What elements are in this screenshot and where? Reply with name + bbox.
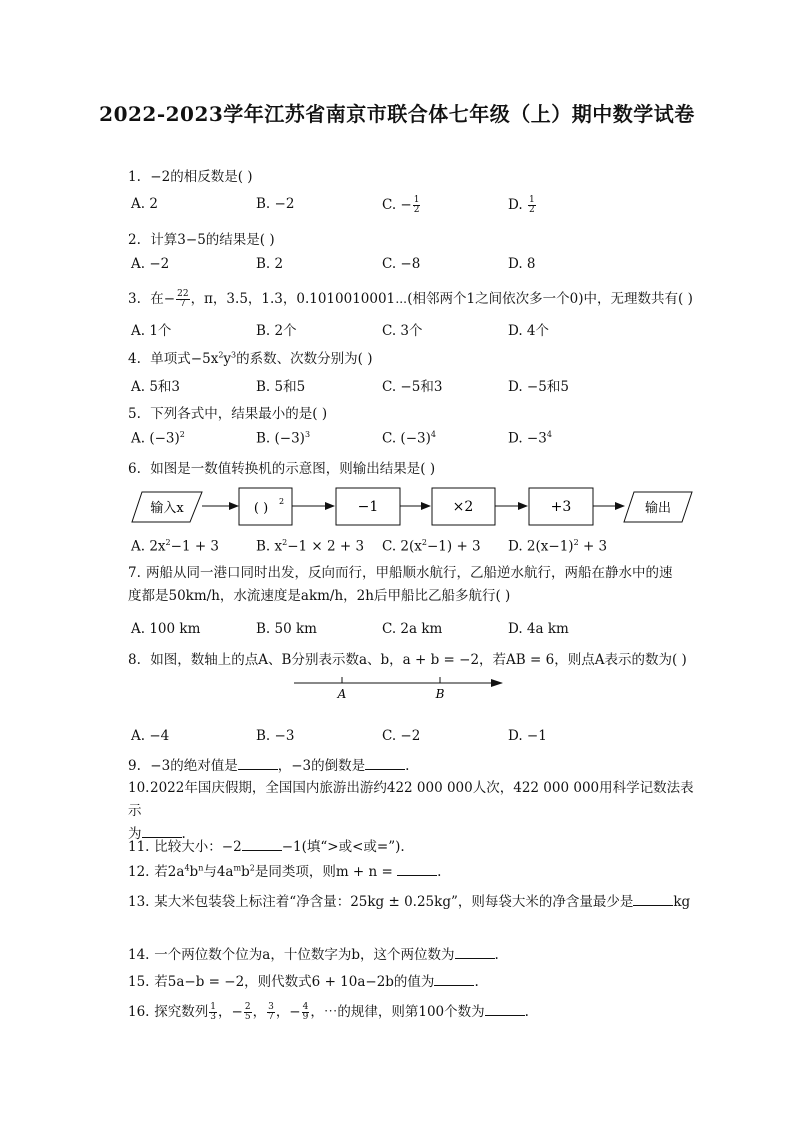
question-1	[128, 165, 253, 185]
answer-blank[interactable]	[633, 893, 673, 906]
option-b[interactable]: B. 2	[256, 256, 284, 272]
option-c[interactable]: C. $2(x^2-1) + 3$	[382, 538, 481, 555]
question-text: ，−3的倒数是	[277, 758, 366, 774]
fraction: $\frac{2}{5}$	[244, 1002, 251, 1022]
question-text: 两船从同一港口同时出发，反向而行，甲船顺水航行，乙船逆水航行，两船在静水中的速	[146, 565, 673, 581]
question-text: ，⋯的规律，则第100个数为	[310, 1004, 485, 1020]
q-number: 5.	[128, 406, 141, 422]
q-number: 6.	[128, 461, 141, 477]
point-b-label: B	[435, 687, 445, 701]
question-text: 若2a	[154, 864, 185, 880]
option-d[interactable]: D. −5和5	[508, 379, 569, 395]
answer-blank[interactable]	[397, 863, 437, 876]
answer-blank[interactable]	[455, 946, 495, 959]
question-2	[128, 228, 275, 248]
option-a[interactable]: A. 1个	[131, 323, 172, 339]
question-text: 2022年国庆假期，全国国内旅游出游约422 000 000人次，422 000 000用科学记数法表示	[128, 780, 694, 819]
option-a[interactable]: A. −2	[131, 256, 170, 272]
option-c[interactable]: C. 2a km	[382, 621, 443, 637]
question-7	[128, 562, 694, 608]
answer-blank[interactable]	[365, 757, 405, 770]
question-4: 4. 单项式$-5x^2y^3$的系数、次数分别为( )	[128, 350, 373, 367]
option-c[interactable]: C. −2	[382, 728, 421, 744]
point-a-label: A	[337, 687, 347, 701]
question-text: 如图是一数值转换机的示意图，则输出结果是( )	[150, 461, 436, 477]
flow-box3-label: ×2	[452, 499, 474, 515]
option-a[interactable]: A. $2x^2-1 + 3$	[131, 538, 220, 555]
question-text: kg	[673, 894, 691, 910]
page-title: 2022-2023学年江苏省南京市联合体七年级（上）期中数学试卷	[99, 102, 695, 126]
question-text: 度都是50km/h，水流速度是akm/h，2h后甲船比乙船多航行( )	[128, 588, 511, 604]
q-number: 10.	[128, 780, 150, 796]
question-text: 为	[128, 826, 142, 842]
question-13	[128, 890, 690, 910]
question-text: −3的绝对值是	[150, 758, 238, 774]
fraction: $\frac{22}{7}$	[177, 289, 189, 309]
option-b[interactable]: B. −3	[256, 728, 295, 744]
option-a[interactable]: A. −4	[131, 728, 170, 744]
option-b[interactable]: B. 5和5	[256, 379, 306, 395]
option-c[interactable]: C. −8	[382, 256, 421, 272]
option-b[interactable]: B. $x^2-1 \times 2 + 3$	[256, 538, 365, 555]
option-c[interactable]: C. − $\frac{1}{2}$	[382, 195, 420, 215]
question-14: 14. 一个两位数个位为a，十位数字为b，这个两位数为 .	[128, 947, 499, 963]
flow-box4-label: +3	[550, 499, 572, 515]
question-text: −1(填“>或<或=”).	[281, 839, 405, 855]
fraction: $\frac{4}{9}$	[302, 1002, 309, 1022]
question-6	[128, 457, 435, 477]
question-text: ，π，3.5，1.3，0.1010010001⋯(相邻两个1之间依次多一个0)中，无理数共有( )	[190, 291, 693, 307]
option-d[interactable]: D. $2(x-1)^2 + 3$	[508, 538, 608, 555]
option-d[interactable]: D. −1	[508, 728, 547, 744]
q-number: 16.	[128, 1004, 150, 1020]
fraction: $\frac{3}{7}$	[268, 1002, 274, 1022]
question-5	[128, 402, 327, 422]
option-d[interactable]: D. $\frac{1}{2}$	[508, 195, 535, 215]
answer-blank[interactable]	[434, 973, 474, 986]
option-d[interactable]: D. 4个	[508, 323, 550, 339]
answer-blank[interactable]	[242, 838, 282, 851]
flow-box1-sup: 2	[279, 497, 285, 506]
option-c[interactable]: C. $(-3)^4$	[382, 430, 436, 447]
conversion-flowchart	[128, 484, 698, 530]
option-c[interactable]: C. −5和3	[382, 379, 443, 395]
question-16: 16. 探究数列 $\frac{1}{3}$ ，− $\frac{2}{5}$ ， $\frac{3}{7}$ ，− $\frac{4}{9}$ ，⋯的规律，则第100个数为 .	[128, 1002, 529, 1022]
number-line	[290, 672, 510, 702]
option-b[interactable]: B. 50 km	[256, 621, 317, 637]
q-number: 2.	[128, 232, 141, 248]
question-10: 10.2022年国庆假期，全国国内旅游出游约422 000 000人次，422 000 000用科学记数法表示 为 .	[128, 777, 694, 846]
q-number: 14.	[128, 947, 150, 963]
question-text: 若5a−b = −2，则代数式6 + 10a−2b的值为	[154, 974, 435, 990]
flow-box2-label: −1	[357, 499, 379, 515]
option-a[interactable]: A. $(-3)^2$	[131, 430, 185, 447]
q-number: 13.	[128, 894, 150, 910]
question-text: 比较大小：−2	[154, 839, 242, 855]
option-c[interactable]: C. 3个	[382, 323, 423, 339]
question-15: 15. 若5a−b = −2，则代数式6 + 10a−2b的值为 .	[128, 974, 479, 990]
q-number: 8.	[128, 652, 141, 668]
question-11	[128, 835, 405, 855]
flow-input-label: 输入x	[150, 501, 184, 516]
fraction: $\frac{1}{3}$	[210, 1002, 217, 1022]
question-text: 计算3−5的结果是( )	[150, 232, 275, 248]
option-b[interactable]: B. $(-3)^3$	[256, 430, 311, 447]
flow-box1-label: ( )	[253, 501, 269, 516]
question-text: −2的相反数是( )	[150, 169, 253, 185]
answer-blank[interactable]	[485, 1003, 525, 1016]
q-number: 11.	[128, 839, 150, 855]
question-text: 如图，数轴上的点A、B分别表示数a、b，a + b = −2，若AB = 6，则点A表示的数为( )	[150, 652, 687, 668]
flow-output-label: 输出	[644, 501, 672, 516]
question-text: 下列各式中，结果最小的是( )	[150, 406, 328, 422]
q-number: 15.	[128, 974, 150, 990]
question-text: 探究数列	[154, 1004, 209, 1020]
option-a[interactable]: A. 5和3	[131, 379, 181, 395]
q-number: 12.	[128, 864, 150, 880]
question-12: 12. 若$2a^4b^n$与$4a^mb^2$是同类项，则m + n = .	[128, 863, 442, 880]
question-9: 9. −3的绝对值是 ，−3的倒数是 .	[128, 758, 410, 774]
q-number: 4.	[128, 351, 141, 367]
q-number: 1.	[128, 169, 141, 185]
question-text: 一个两位数个位为a，十位数字为b，这个两位数为	[154, 947, 455, 963]
question-text: 在−	[150, 291, 176, 307]
answer-blank[interactable]	[238, 757, 278, 770]
option-a[interactable]: A. 100 km	[131, 621, 201, 637]
q-number: 7.	[128, 565, 141, 581]
question-text: 某大米包装袋上标注着“净含量：25kg ± 0.25kg”，则每袋大米的净含量最少是	[154, 894, 634, 910]
question-text: 单项式−5x	[150, 351, 219, 367]
q-number: 3.	[128, 291, 141, 307]
option-d[interactable]: D. $-3^4$	[508, 430, 552, 447]
option-d[interactable]: D. 8	[508, 256, 536, 272]
option-b[interactable]: B. −2	[256, 196, 295, 212]
option-d[interactable]: D. 4a km	[508, 621, 569, 637]
option-b[interactable]: B. 2个	[256, 323, 297, 339]
option-a[interactable]: A. 2	[131, 196, 158, 212]
question-8	[128, 648, 687, 668]
q-number: 9.	[128, 758, 141, 774]
question-3	[128, 287, 693, 309]
